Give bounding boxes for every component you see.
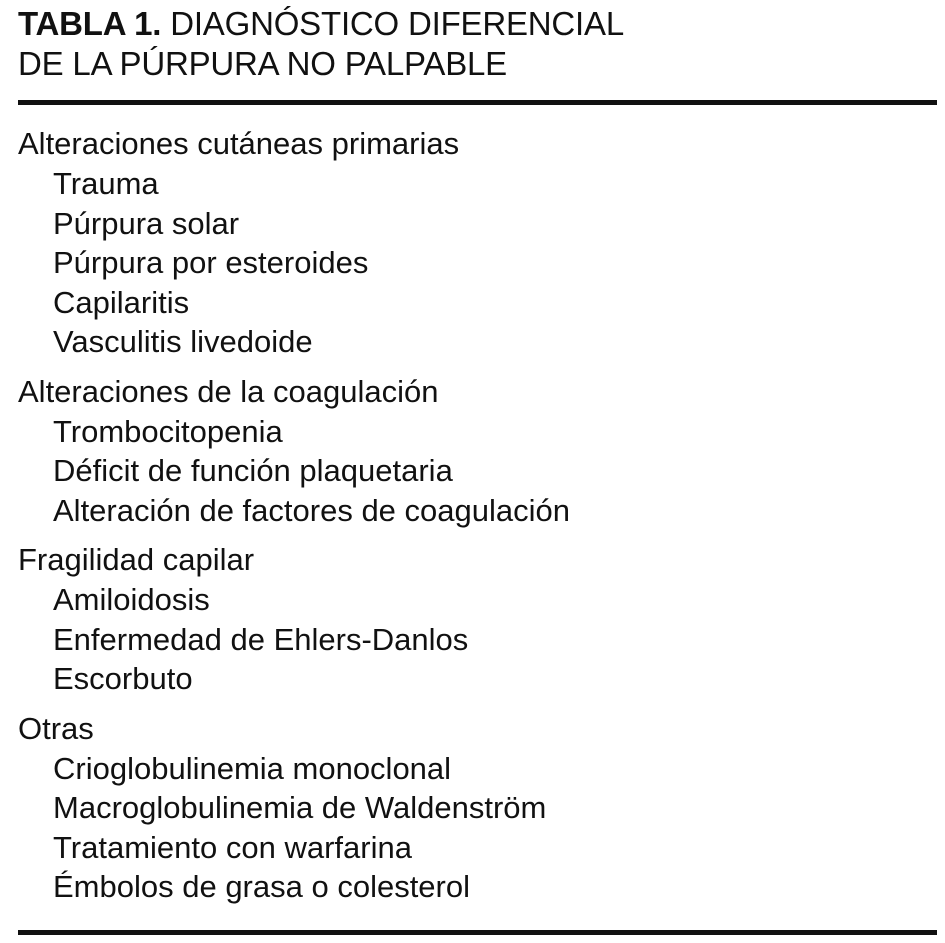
group-heading: Alteraciones cutáneas primarias [18, 126, 460, 161]
list-item: Alteración de factores de coagulación [53, 492, 570, 528]
list-item: Amiloidosis [53, 582, 210, 617]
group-alteraciones-coagulacion [18, 372, 937, 531]
group-fragilidad-capilar [18, 540, 937, 699]
group-heading: Otras [18, 710, 94, 746]
bottom-rule [18, 930, 937, 935]
list-item: Macroglobulinemia de Waldenström [53, 790, 547, 825]
group-heading: Alteraciones de la coagulación [18, 373, 439, 409]
table-title-line1: DIAGNÓSTICO DIFERENCIAL [170, 5, 624, 42]
list-item: Tratamiento con warfarina [53, 829, 412, 865]
list-item: Vasculitis livedoide [53, 324, 313, 359]
group-alteraciones-cutaneas [18, 124, 937, 362]
list-item: Trombocitopenia [53, 413, 283, 449]
table-title [18, 0, 937, 84]
list-item: Crioglobulinemia monoclonal [53, 750, 452, 786]
table-container [18, 0, 937, 904]
list-item: Púrpura solar [53, 205, 240, 241]
list-item: Capilaritis [53, 284, 190, 320]
top-rule [18, 100, 937, 105]
group-otras [18, 709, 937, 907]
list-item: Émbolos de grasa o colesterol [53, 869, 471, 904]
list-item: Trauma [53, 166, 159, 201]
list-item: Púrpura por esteroides [53, 245, 369, 280]
list-item: Enfermedad de Ehlers-Danlos [53, 621, 469, 657]
table-label: TABLA 1. [18, 5, 162, 42]
table-body [18, 124, 937, 917]
list-item: Déficit de función plaquetaria [53, 453, 453, 488]
list-item: Escorbuto [53, 661, 193, 696]
group-heading: Fragilidad capilar [18, 542, 255, 577]
table-title-line2: DE LA PÚRPURA NO PALPABLE [18, 45, 507, 82]
